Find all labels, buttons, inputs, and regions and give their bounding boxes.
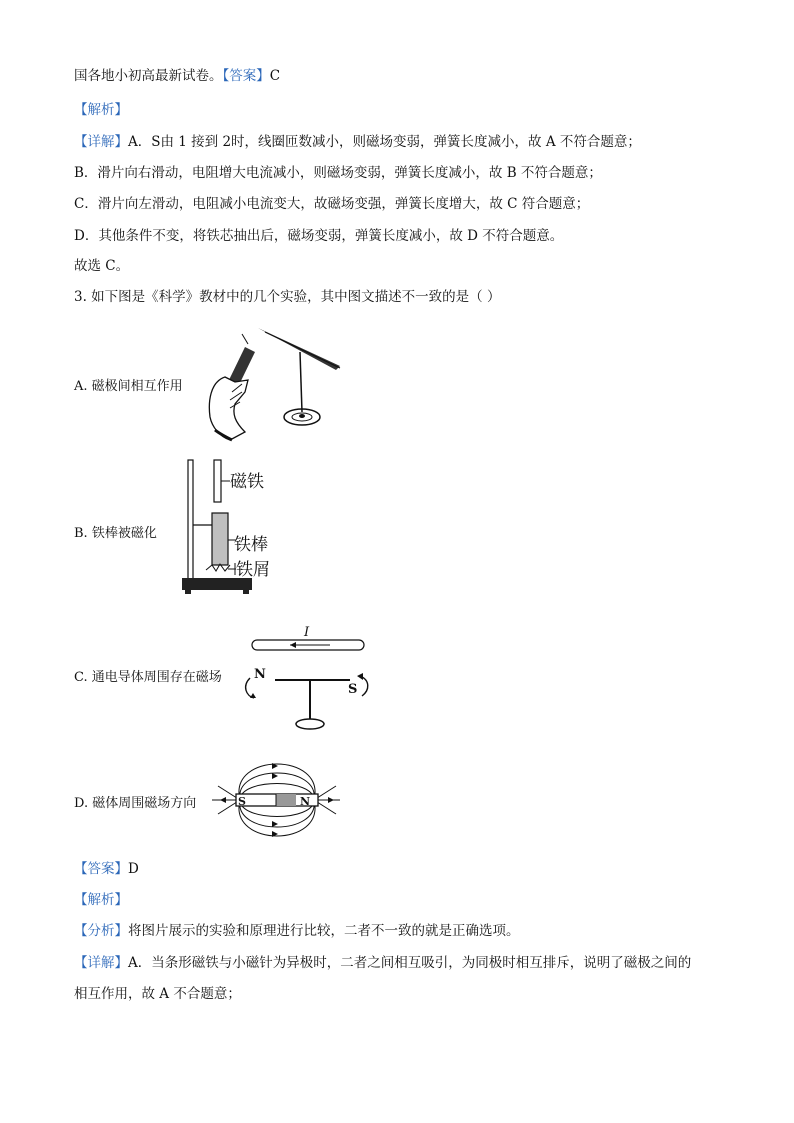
analysis-3-text: 将图片展示的实验和原理进行比较，二者不一致的就是正确选项。: [128, 923, 520, 939]
current-label: I: [304, 625, 310, 640]
detail-line-b: B．滑片向右滑动，电阻增大电流减小，则磁场变弱，弹簧长度减小，故 B 不符合题意；: [74, 165, 602, 181]
detail-3-line2: 相互作用，故 A 不合题意；: [74, 986, 241, 1002]
figure-a-magnets: [190, 322, 350, 442]
option-b-label: B. 铁棒被磁化: [74, 526, 157, 541]
detail-3-label: 【详解】: [74, 955, 128, 971]
north-label: N: [254, 667, 266, 682]
intro-line: [74, 66, 280, 86]
conclusion-line: 故选 C。: [74, 258, 130, 274]
analysis-3-line: [74, 921, 520, 941]
analysis-3-heading: 【解析】: [74, 892, 128, 908]
stand-pole: [188, 460, 193, 580]
answer-3-label: 【答案】: [74, 861, 128, 877]
analysis-3-label: 【分析】: [74, 923, 128, 939]
magnet-bar: [214, 460, 221, 502]
rotation-arrow-right-icon: [360, 676, 368, 696]
answer-3-line: [74, 859, 139, 879]
intro-text: 国各地小初高最新试卷。: [74, 68, 223, 84]
detail-3-line1: [74, 953, 691, 973]
north-label: N: [300, 795, 311, 808]
analysis-heading: 【解析】: [74, 102, 128, 118]
label-iron-rod: 铁棒: [234, 535, 268, 555]
option-d-label: D. 磁体周围磁场方向: [74, 796, 197, 811]
south-label: S: [238, 795, 246, 808]
option-c-label: C. 通电导体周围存在磁场: [74, 670, 222, 685]
question-3-stem: 3. 如下图是《科学》教材中的几个实验，其中图文描述不一致的是（ ）: [74, 289, 501, 305]
option-a-label: A. 磁极间相互作用: [74, 379, 183, 394]
detail-line-d: D．其他条件不变，将铁芯抽出后，磁场变弱，弹簧长度减小，故 D 不符合题意。: [74, 228, 564, 244]
needle-stand: [300, 352, 302, 412]
stand-base: [296, 719, 324, 729]
figure-c-oersted: [230, 620, 380, 735]
iron-rod: [212, 513, 228, 565]
label-iron-filings: 铁屑: [236, 560, 270, 580]
south-label: S: [348, 682, 358, 697]
answer-label: 【答案】: [222, 68, 270, 84]
label-magnet: 磁铁: [230, 472, 264, 492]
figure-d-field-lines: [212, 748, 342, 848]
detail-line-a: [74, 132, 641, 152]
figure-b-magnetize: [178, 455, 288, 595]
detail-label: 【详解】: [74, 134, 128, 150]
detail-text-a: A．S由 1 接到 2时，线圈匝数减小，则磁场变弱，弹簧长度减小，故 A 不符合题意；: [128, 134, 641, 150]
detail-3-text1: A．当条形磁铁与小磁针为异极时，二者之间相互吸引，为同极时相互排斥，说明了磁极之间的: [128, 955, 692, 971]
answer-3-value: D: [128, 861, 139, 877]
answer-value: C: [269, 68, 281, 84]
detail-line-c: C．滑片向左滑动，电阻减小电流变大，故磁场变强，弹簧长度增大，故 C 符合题意；: [74, 196, 590, 212]
